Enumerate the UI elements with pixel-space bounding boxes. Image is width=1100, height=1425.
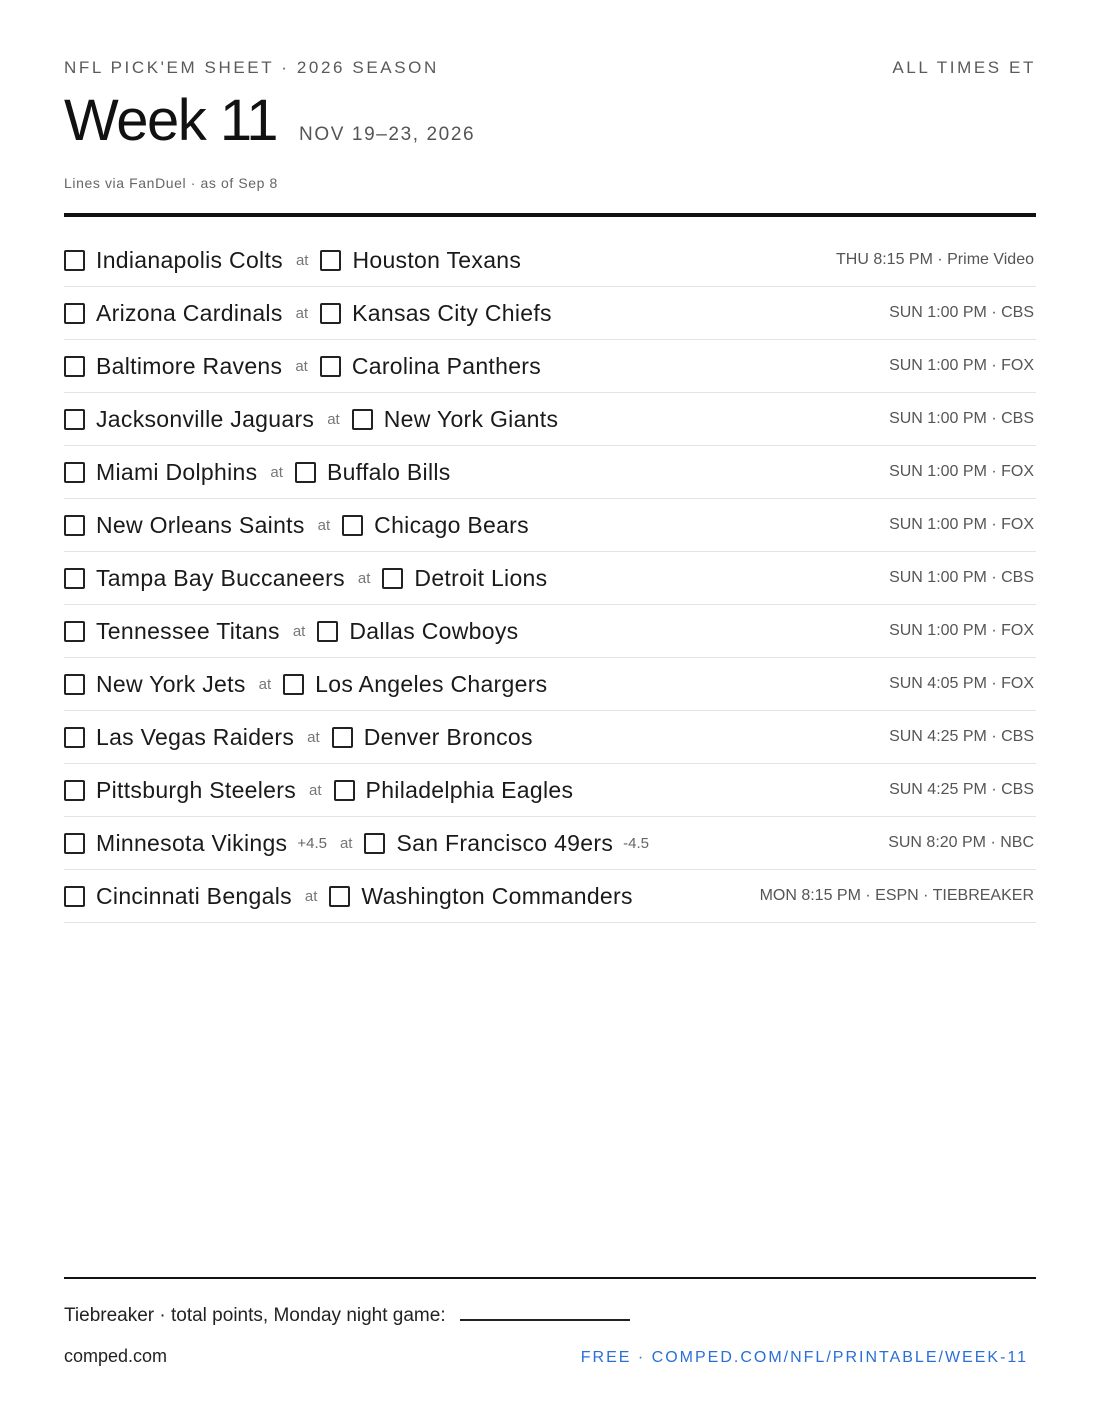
tiebreaker-input[interactable] <box>460 1299 630 1321</box>
home-pick-checkbox[interactable] <box>295 462 316 483</box>
game-row <box>64 764 1036 817</box>
away-pick-checkbox[interactable] <box>64 833 85 854</box>
away-team: Cincinnati Bengals <box>96 882 292 909</box>
away-pick-checkbox[interactable] <box>64 621 85 642</box>
site-name: comped.com <box>64 1346 168 1366</box>
away-team: New Orleans Saints <box>96 511 305 538</box>
home-pick-checkbox[interactable] <box>320 303 341 324</box>
home-pick-checkbox[interactable] <box>352 409 373 430</box>
home-team: Chicago Bears <box>374 511 529 538</box>
home-team: Kansas City Chiefs <box>352 299 552 326</box>
game-row <box>64 711 1036 764</box>
at-label: at <box>295 304 309 322</box>
home-pick-checkbox[interactable] <box>332 727 353 748</box>
kickoff-info: SUN 1:00 PM · FOX <box>889 357 1034 374</box>
home-team: San Francisco 49ers <box>396 829 614 856</box>
kickoff-info: SUN 1:00 PM · CBS <box>889 410 1034 427</box>
week-title: Week 11 <box>64 88 278 153</box>
home-team: Philadelphia Eagles <box>365 776 574 803</box>
kickoff-info: SUN 8:20 PM · NBC <box>888 834 1034 851</box>
at-label: at <box>339 834 353 852</box>
home-pick-checkbox[interactable] <box>283 674 304 695</box>
away-team: Las Vegas Raiders <box>96 723 295 750</box>
game-row <box>64 393 1036 446</box>
away-pick-checkbox[interactable] <box>64 462 85 483</box>
kickoff-info: MON 8:15 PM · ESPN · TIEBREAKER <box>759 887 1034 904</box>
away-pick-checkbox[interactable] <box>64 303 85 324</box>
header-divider <box>64 213 1036 217</box>
away-team: Indianapolis Colts <box>96 246 283 273</box>
game-row <box>64 817 1036 870</box>
home-pick-checkbox[interactable] <box>329 886 350 907</box>
kickoff-info: SUN 4:25 PM · CBS <box>889 728 1034 745</box>
kickoff-info: SUN 1:00 PM · CBS <box>889 304 1034 321</box>
at-label: at <box>292 622 306 640</box>
footer-divider <box>64 1277 1036 1279</box>
at-label: at <box>327 410 340 428</box>
home-team: Houston Texans <box>352 246 522 273</box>
sheet-title: NFL PICK'EM SHEET · 2026 SEASON <box>64 58 439 77</box>
away-team: Arizona Cardinals <box>96 299 283 326</box>
away-pick-checkbox[interactable] <box>64 727 85 748</box>
game-row <box>64 499 1036 552</box>
game-row <box>64 287 1036 340</box>
home-pick-checkbox[interactable] <box>364 833 385 854</box>
at-label: at <box>304 887 318 905</box>
at-label: at <box>295 357 308 375</box>
game-row <box>64 234 1036 287</box>
tiebreaker-row <box>64 1299 630 1327</box>
home-spread: -4.5 <box>623 834 649 852</box>
away-pick-checkbox[interactable] <box>64 568 85 589</box>
at-label: at <box>270 463 283 481</box>
games-list <box>64 234 1036 923</box>
game-row <box>64 446 1036 499</box>
title-row <box>64 88 476 153</box>
away-spread: +4.5 <box>297 834 327 852</box>
away-team: Jacksonville Jaguars <box>96 405 315 432</box>
kickoff-info: SUN 4:05 PM · FOX <box>889 675 1034 692</box>
home-team: Detroit Lions <box>414 564 548 591</box>
away-pick-checkbox[interactable] <box>64 250 85 271</box>
kickoff-info: THU 8:15 PM · Prime Video <box>836 251 1034 268</box>
at-label: at <box>307 728 320 746</box>
at-label: at <box>258 675 272 693</box>
footer <box>64 1346 1036 1367</box>
kickoff-info: SUN 1:00 PM · FOX <box>889 622 1034 639</box>
kickoff-info: SUN 1:00 PM · FOX <box>889 516 1034 533</box>
home-team: Washington Commanders <box>361 882 633 909</box>
at-label: at <box>357 569 371 587</box>
home-pick-checkbox[interactable] <box>382 568 403 589</box>
kickoff-info: SUN 4:25 PM · CBS <box>889 781 1034 798</box>
away-pick-checkbox[interactable] <box>64 780 85 801</box>
home-pick-checkbox[interactable] <box>342 515 363 536</box>
away-team: Baltimore Ravens <box>96 352 283 379</box>
away-team: Minnesota Vikings <box>96 829 288 856</box>
away-team: Tampa Bay Buccaneers <box>96 564 345 591</box>
home-team: New York Giants <box>383 405 559 432</box>
game-row <box>64 340 1036 393</box>
away-pick-checkbox[interactable] <box>64 409 85 430</box>
at-label: at <box>309 781 322 799</box>
home-team: Dallas Cowboys <box>349 617 519 644</box>
kickoff-info: SUN 1:00 PM · CBS <box>889 569 1034 586</box>
pickem-sheet <box>64 0 1036 1425</box>
home-team: Buffalo Bills <box>326 458 451 485</box>
away-team: Miami Dolphins <box>96 458 258 485</box>
home-team: Denver Broncos <box>363 723 533 750</box>
game-row <box>64 605 1036 658</box>
away-pick-checkbox[interactable] <box>64 674 85 695</box>
away-team: Tennessee Titans <box>96 617 280 644</box>
home-pick-checkbox[interactable] <box>334 780 355 801</box>
away-team: Pittsburgh Steelers <box>96 776 297 803</box>
away-team: New York Jets <box>96 670 246 697</box>
home-team: Carolina Panthers <box>351 352 542 379</box>
game-row <box>64 552 1036 605</box>
top-bar <box>64 58 1036 78</box>
away-pick-checkbox[interactable] <box>64 515 85 536</box>
game-row <box>64 658 1036 711</box>
at-label: at <box>317 516 331 534</box>
home-pick-checkbox[interactable] <box>320 250 341 271</box>
away-pick-checkbox[interactable] <box>64 886 85 907</box>
home-pick-checkbox[interactable] <box>320 356 341 377</box>
away-pick-checkbox[interactable] <box>64 356 85 377</box>
at-label: at <box>295 251 309 269</box>
tiebreaker-label: Tiebreaker · total points, Monday night game: <box>64 1305 446 1326</box>
sheet-url[interactable]: FREE · COMPED.COM/NFL/PRINTABLE/WEEK-11 <box>580 1349 1028 1366</box>
home-team: Los Angeles Chargers <box>315 670 548 697</box>
lines-note: Lines via FanDuel · as of Sep 8 <box>64 175 278 191</box>
timezone-note: ALL TIMES ET <box>892 58 1036 77</box>
home-pick-checkbox[interactable] <box>317 621 338 642</box>
kickoff-info: SUN 1:00 PM · FOX <box>889 463 1034 480</box>
week-dates: NOV 19–23, 2026 <box>299 124 476 145</box>
game-row <box>64 870 1036 923</box>
